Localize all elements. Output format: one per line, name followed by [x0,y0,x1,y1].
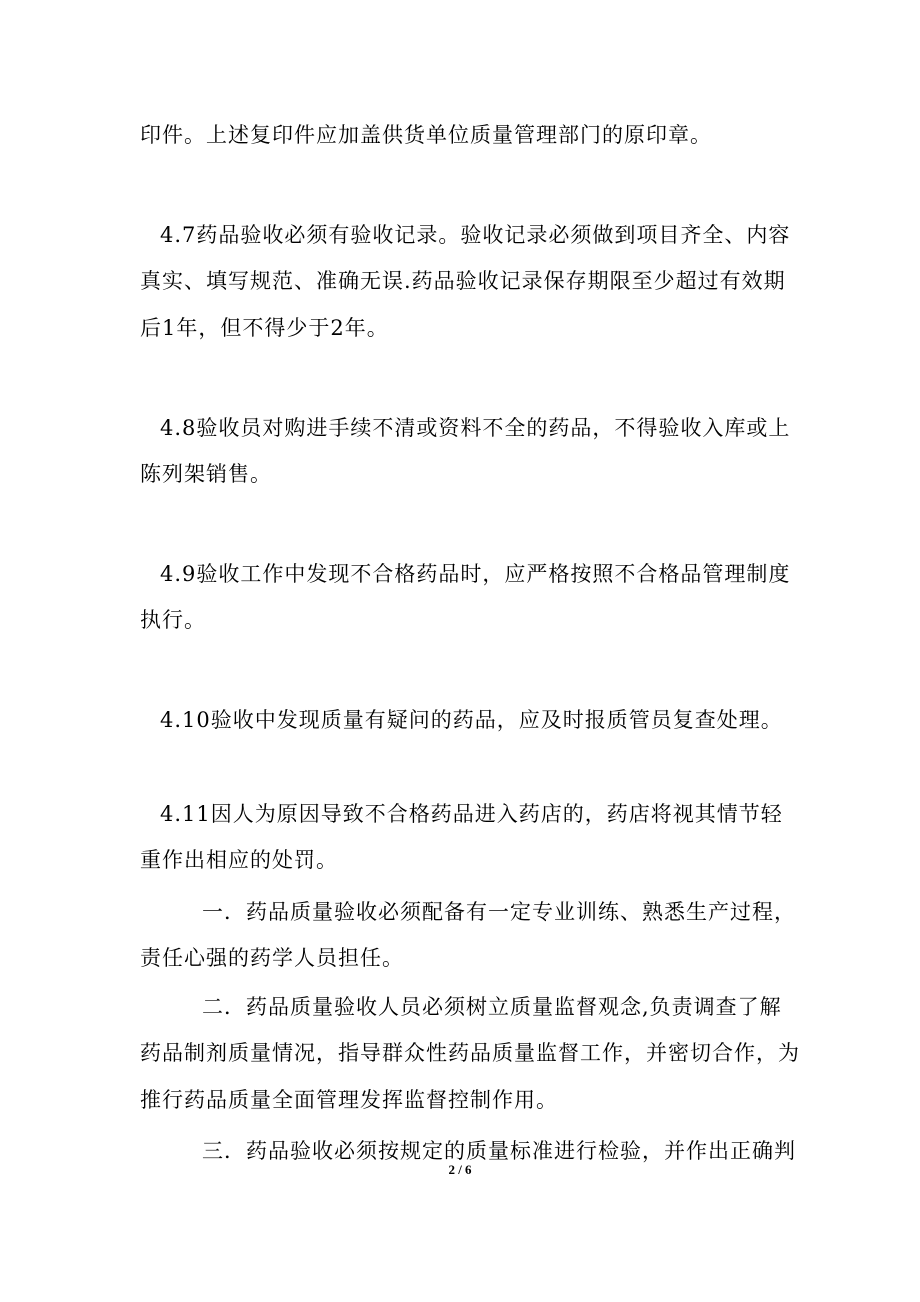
text-line: 4.8验收员对购进手续不清或资料不全的药品，不得验收入库或上 [160,416,791,440]
text-line: 三．药品验收必须按规定的质量标准进行检验，并作出正确判 [202,1139,796,1163]
text-line: 4.7药品验收必须有验收记录。验收记录必须做到项目齐全、内容 [160,223,791,247]
text-line: 二．药品质量验收人员必须树立质量监督观念,负责调查了解 [202,995,782,1019]
text-line: 推行药品质量全面管理发挥监督控制作用。 [140,1088,558,1112]
text-line: 重作出相应的处罚。 [140,848,338,872]
text-line: 印件。上述复印件应加盖供货单位质量管理部门的原印章。 [140,123,712,147]
page-number: 2 / 6 [448,1162,472,1177]
text-line: 4.9验收工作中发现不合格药品时，应严格按照不合格品管理制度 [160,562,791,586]
text-line: 后1年，但不得少于2年。 [140,316,389,340]
text-line: 执行。 [140,608,206,632]
text-line: 真实、填写规范、准确无误.药品验收记录保存期限至少超过有效期 [140,269,786,293]
text-line: 药品制剂质量情况，指导群众性药品质量监督工作，并密切合作，为 [140,1041,800,1065]
text-line: 责任心强的药学人员担任。 [140,946,404,970]
text-line: 4.11因人为原因导致不合格药品进入药店的，药店将视其情节轻 [160,802,783,826]
text-line: 一．药品质量验收必须配备有一定专业训练、熟悉生产过程， [202,900,796,924]
text-line: 4.10验收中发现质量有疑问的药品，应及时报质管员复查处理。 [160,708,783,732]
text-line: 陈列架销售。 [140,462,272,486]
